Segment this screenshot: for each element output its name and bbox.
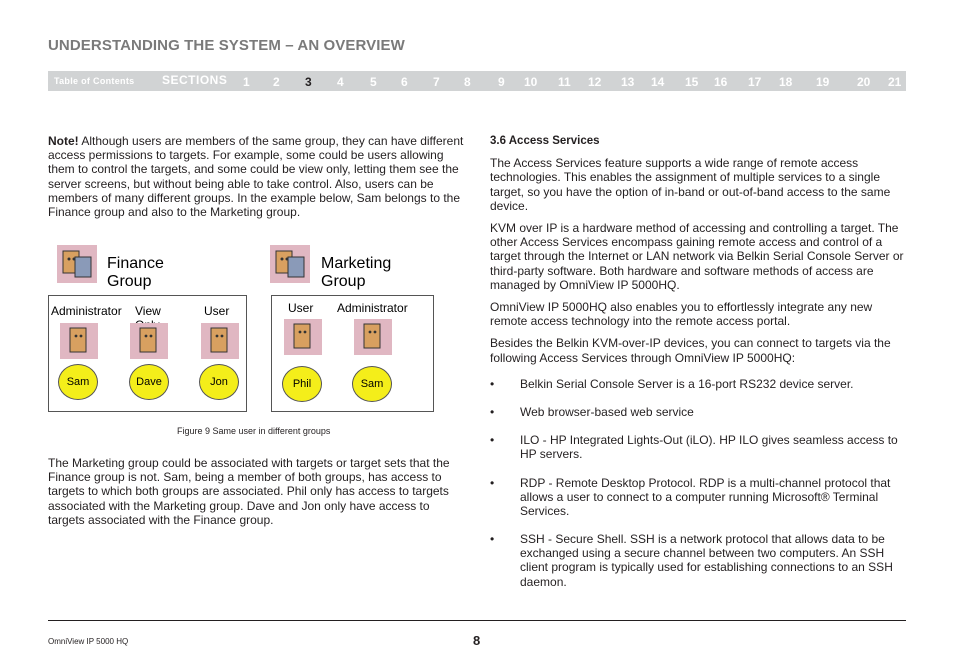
table-of-contents-link[interactable]: Table of Contents — [54, 76, 135, 86]
user-icon — [284, 319, 322, 355]
paragraph: The Access Services feature supports a wide range of remote access technologies. This enables the assignment of multiple services to a single target, so you have the option of in-band or out-of-band access to the same device. — [490, 156, 891, 213]
user-oval-sam: Sam — [352, 366, 392, 402]
marketing-group-title: Marketing Group — [321, 255, 392, 290]
page-number: 8 — [473, 633, 481, 648]
section-link-13[interactable]: 13 — [621, 75, 635, 89]
marketing-role-user: User — [288, 301, 314, 315]
user-icon — [201, 323, 239, 359]
note-text: Although users are members of the same group, they can have different access permissions to targets. For example, some could be users allowing them to control the targets, and some could be view only, letting them see the server screens, but without being able to take control. Also, users can be members of many different groups. In the example below, Sam belongs to the Finance group and also to the Marketing group. — [48, 134, 464, 220]
section-link-19[interactable]: 19 — [816, 75, 830, 89]
access-services-section — [490, 134, 908, 365]
user-icon — [60, 323, 98, 359]
section-link-16[interactable]: 16 — [714, 75, 728, 89]
section-heading: 3.6 Access Services — [490, 135, 600, 147]
section-link-8[interactable]: 8 — [464, 75, 471, 89]
bullet-dot: • — [490, 476, 495, 490]
user-icon — [130, 323, 168, 359]
paragraph: Besides the Belkin KVM-over-IP devices, you can connect to targets via the following Access Services through OmniView IP 5000HQ: — [490, 336, 891, 365]
section-link-20[interactable]: 20 — [857, 75, 871, 89]
section-link-4[interactable]: 4 — [337, 75, 344, 89]
note-label: Note! — [48, 134, 79, 148]
bullet-dot: • — [490, 532, 495, 546]
finance-role-view-only: View — [135, 304, 161, 318]
page-section-title: UNDERSTANDING THE SYSTEM – AN OVERVIEW — [48, 37, 405, 54]
section-link-21[interactable]: 21 — [888, 75, 902, 89]
finance-role-administrator: Administrator — [51, 304, 122, 318]
note-paragraph — [48, 134, 466, 219]
marketing-role-administrator: Administrator — [337, 301, 408, 315]
user-oval-jon: Jon — [199, 364, 239, 400]
section-link-10[interactable]: 10 — [524, 75, 538, 89]
sections-label: SECTIONS — [162, 73, 228, 87]
section-link-14[interactable]: 14 — [651, 75, 665, 89]
bullet-dot: • — [490, 405, 495, 419]
footer-product-name: OmniView IP 5000 HQ — [48, 637, 129, 646]
section-link-7[interactable]: 7 — [433, 75, 440, 89]
section-link-1[interactable]: 1 — [243, 75, 250, 89]
figure-caption: Figure 9 Same user in different groups — [177, 426, 331, 436]
paragraph: OmniView IP 5000HQ also enables you to effortlessly integrate any new remote access technology into the remote access portal. — [490, 300, 873, 329]
section-link-3-current[interactable]: 3 — [305, 75, 312, 89]
finance-role-user: User — [204, 304, 230, 318]
finance-group-icon — [57, 245, 97, 283]
marketing-group-icon — [270, 245, 310, 283]
section-link-5[interactable]: 5 — [370, 75, 377, 89]
section-link-11[interactable]: 11 — [558, 75, 571, 89]
section-link-15[interactable]: 15 — [685, 75, 699, 89]
section-link-2[interactable]: 2 — [273, 75, 280, 89]
bullet-dot: • — [490, 377, 495, 391]
section-link-17[interactable]: 17 — [748, 75, 762, 89]
section-navbar — [48, 71, 906, 91]
user-oval-phil: Phil — [282, 366, 322, 402]
footer-divider — [48, 620, 906, 621]
user-icon — [354, 319, 392, 355]
section-link-9[interactable]: 9 — [498, 75, 505, 89]
section-link-12[interactable]: 12 — [588, 75, 602, 89]
user-oval-sam: Sam — [58, 364, 98, 400]
section-link-18[interactable]: 18 — [779, 75, 793, 89]
marketing-paragraph: The Marketing group could be associated with targets or target sets that the Finance group is not. Sam, being a member of both groups, has access to targets to which both groups are associated. Phil only has access to targets associated with the Marketing group. Dave and Jon only have access to targets associated with the Finance group. — [48, 456, 450, 527]
user-oval-dave: Dave — [129, 364, 169, 400]
section-link-6[interactable]: 6 — [401, 75, 408, 89]
finance-group-title: Finance Group — [107, 255, 164, 290]
bullet-dot: • — [490, 433, 495, 447]
paragraph: KVM over IP is a hardware method of accessing and controlling a target. The other Access Services encompass gaining remote access and control of a target through the Internet or LAN network via Belkin Serial Console Server or third-party software. Both hardware and software methods of access are managed by OmniView IP 5000HQ. — [490, 221, 904, 292]
